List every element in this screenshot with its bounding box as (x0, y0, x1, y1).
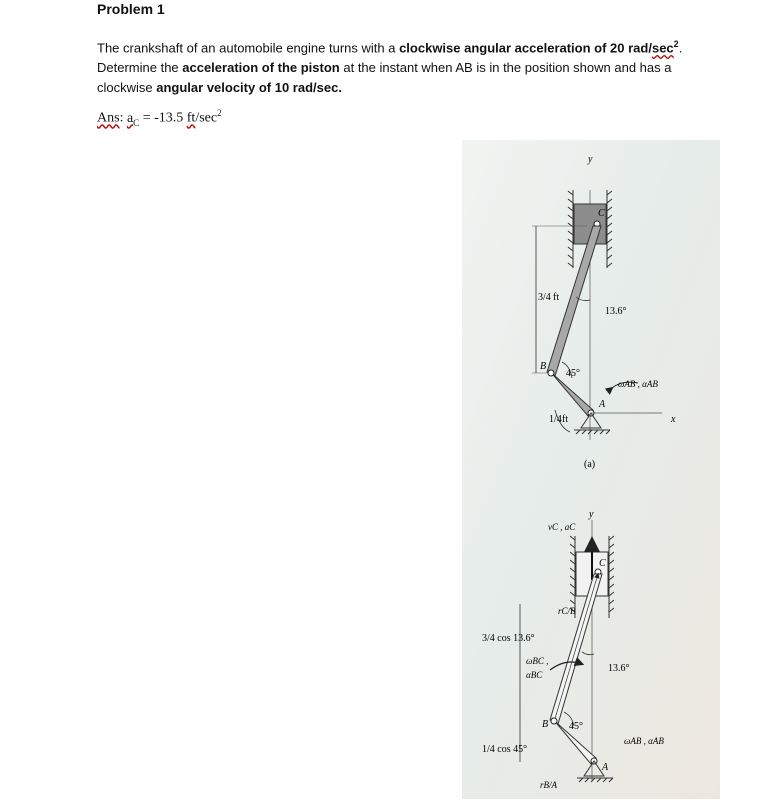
fig-a-len-bc-unit: ft (553, 292, 560, 303)
crankshaft-figure (462, 140, 720, 799)
fig-a-len-ab-unit: ft (562, 414, 569, 425)
fig-b-r-cb: rC/B (558, 606, 576, 616)
fig-b-cos-45: 1/4 cos 45° (482, 744, 528, 755)
fig-a-len-bc-frac: 3/4 (538, 292, 551, 303)
fig-a-angle-45: 45° (566, 368, 580, 379)
statement-sup: 2 (673, 39, 679, 49)
crankshaft-diagram (462, 140, 720, 799)
fig-b-cos-136: 3/4 cos 13.6° (482, 633, 535, 644)
fig-b-pin-b (551, 718, 557, 724)
answer-var: $a_C$ (126, 110, 140, 128)
fig-b-alpha-bc: αBC (526, 670, 543, 680)
fig-a-label-a: A (599, 399, 606, 410)
fig-b-omega-alpha-ab: ωAB , αAB (624, 736, 664, 746)
answer-line (97, 108, 222, 127)
problem-title: Problem 1 (97, 1, 165, 17)
fig-a-omega-alpha-ab: ωAB , αAB (618, 379, 658, 389)
statement-line2-post: at the instant when AB is in the position shown and has a (339, 60, 672, 76)
statement-line1-bold: clockwise angular acceleration of 20 rad/ (399, 40, 652, 56)
fig-a-y-label: y (588, 154, 593, 165)
fig-a-len-ab-frac: 1/4 (549, 414, 562, 425)
fig-a-x-label: x (671, 414, 676, 425)
fig-b-angle-136: 13.6° (608, 663, 630, 674)
fig-b-r-ba: rB/A (540, 780, 557, 790)
statement-line1-pre: The crankshaft of an automobile engine turns with a (97, 40, 400, 56)
answer-unit-sup: 2 (217, 108, 222, 118)
fig-a-pin-b (548, 370, 554, 376)
statement-line2-bold: acceleration of the piston (182, 60, 340, 76)
answer-unit-rest: /sec (195, 110, 218, 126)
fig-b-angle-45: 45° (569, 721, 583, 732)
statement-sec-word: sec (651, 40, 674, 56)
answer-label: Ans (97, 110, 120, 126)
fig-b-vc-ac: vC , aC (548, 522, 576, 532)
fig-a-angle-136: 13.6° (605, 306, 627, 317)
statement-line3-bold: angular velocity of 10 rad/sec. (156, 80, 342, 96)
answer-unit: ft (186, 110, 196, 126)
answer-colon: : (119, 110, 127, 126)
fig-b-omega-bc: ωBC , (526, 656, 549, 666)
statement-line2-pre: Determine the (97, 60, 183, 76)
statement-line1-end: . (678, 40, 683, 56)
problem-statement (97, 34, 717, 98)
fig-a-caption: (a) (584, 459, 596, 470)
fig-b-label-a: A (602, 762, 609, 773)
fig-b-y-label: y (589, 509, 594, 520)
answer-value: = -13.5 (139, 110, 187, 126)
fig-b-label-c: C (599, 558, 606, 569)
fig-a-label-b: B (540, 361, 547, 372)
fig-b-label-b: B (542, 719, 549, 730)
statement-line3-pre: clockwise (97, 80, 157, 96)
fig-a-label-c: C (598, 208, 605, 219)
